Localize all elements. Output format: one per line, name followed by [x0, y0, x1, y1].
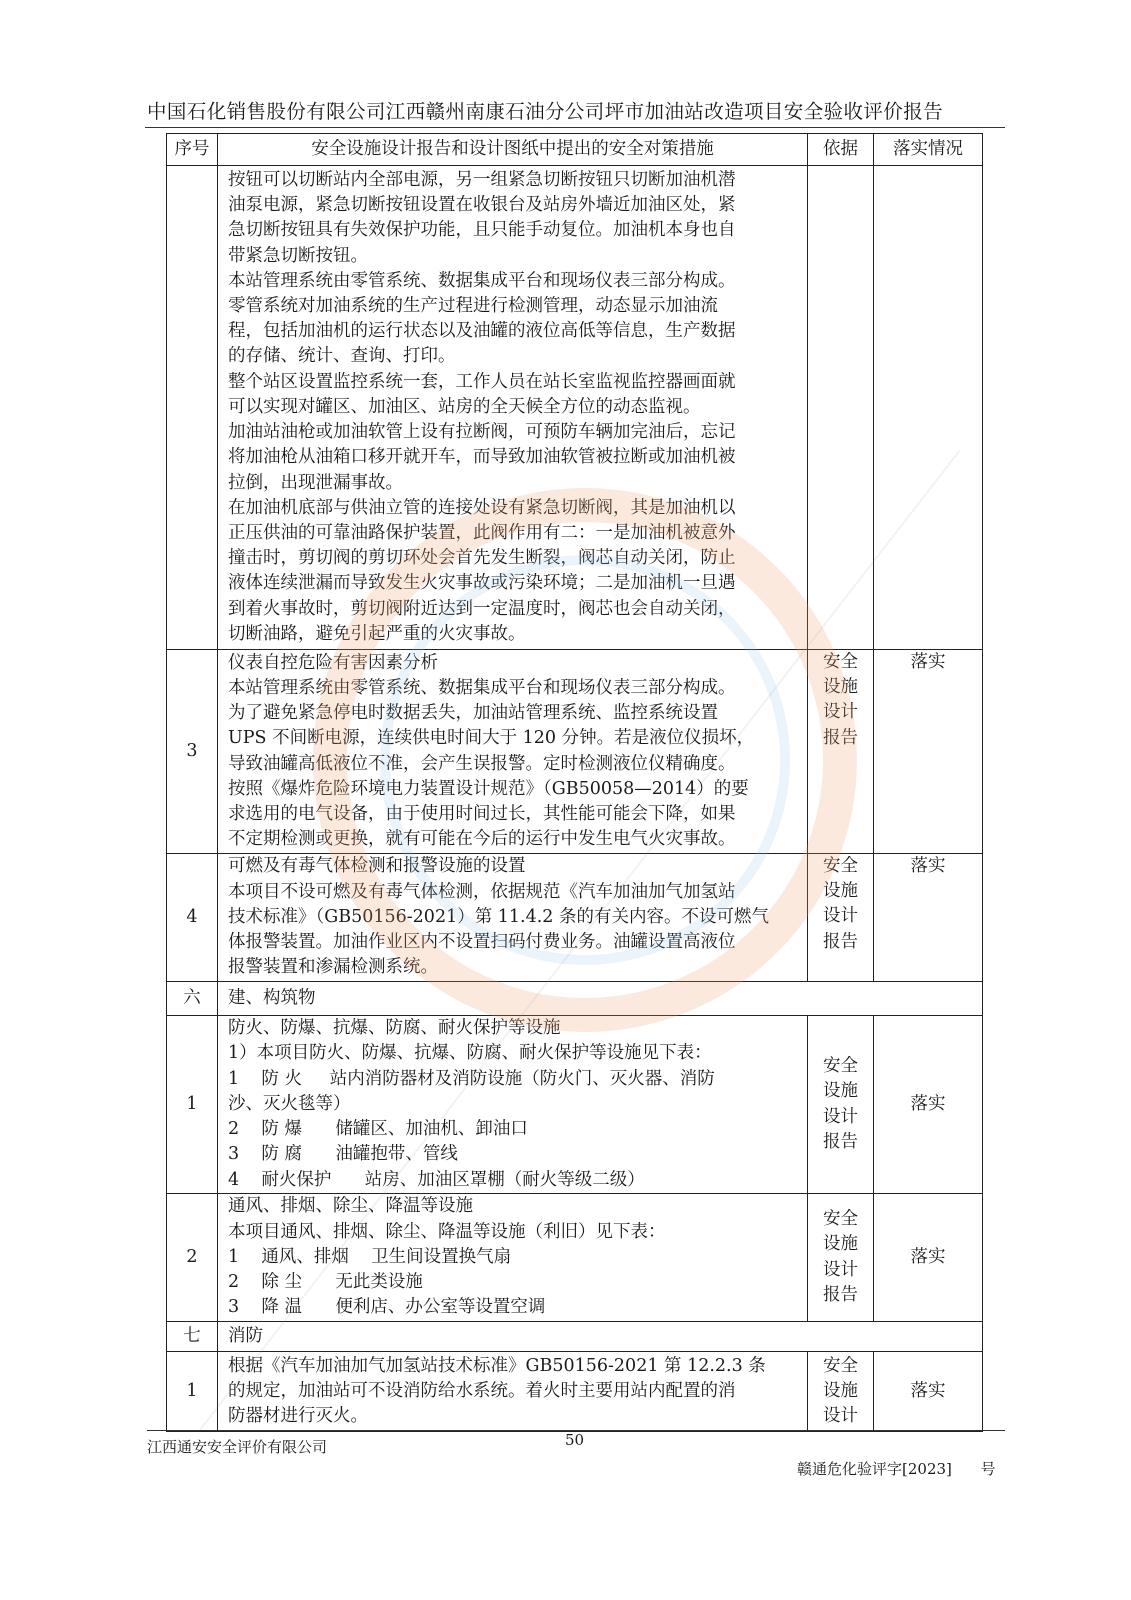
- basis-cell: [808, 166, 874, 650]
- basis-cell: [808, 1352, 874, 1432]
- text-line: 带紧急切断按钮。: [228, 245, 368, 266]
- row-number: [167, 166, 218, 650]
- text-line: 导致油罐高低液位不准，会产生误报警。定时检测液位仪精确度。: [228, 753, 736, 774]
- text-line: 急切断按钮具有失效保护功能，且只能手动复位。加油机本身也自: [228, 220, 736, 241]
- section-number: 六: [167, 982, 218, 1016]
- table-row: [167, 650, 983, 854]
- text-line: 本站管理系统由零管系统、数据集成平台和现场仪表三部分构成。: [228, 677, 736, 698]
- measure-text: [218, 166, 808, 650]
- row-number: 1: [167, 1352, 218, 1432]
- table-header-row: [167, 134, 983, 166]
- text-line: 报警装置和渗漏检测系统。: [228, 957, 438, 978]
- table-row: [167, 166, 983, 650]
- measure-text: [218, 1194, 808, 1322]
- col-header-no: 序号: [167, 134, 218, 166]
- text-line: 零管系统对加油系统的生产过程进行检测管理，动态显示加油流: [228, 296, 718, 317]
- section-row: [167, 982, 983, 1016]
- col-header-basis: 依据: [808, 134, 874, 166]
- text-line: 的存储、统计、查询、打印。: [228, 346, 456, 367]
- text-line: 拉倒，出现泄漏事故。: [228, 472, 403, 493]
- text-line: 可燃及有毒气体检测和报警设施的设置: [228, 856, 526, 877]
- text-line: 到着火事故时，剪切阀附近达到一定温度时，阀芯也会自动关闭，: [228, 598, 736, 619]
- text-line: 程，包括加油机的运行状态以及油罐的液位高低等信息，生产数据: [228, 321, 736, 342]
- basis-text: 安全设施设计报告: [823, 1209, 858, 1305]
- text-line: 为了避免紧急停电时数据丢失，加油站管理系统、监控系统设置: [228, 703, 718, 724]
- table-row: [167, 854, 983, 982]
- row-number: 4: [167, 854, 218, 982]
- text-line: 撞击时，剪切阀的剪切环处会首先发生断裂，阀芯自动关闭，防止: [228, 548, 736, 569]
- text-line: 切断油路，避免引起严重的火灾事故。: [228, 623, 526, 644]
- text-line: 求选用的电气设备，由于使用时间过长，其性能可能会下降，如果: [228, 803, 736, 824]
- row-number: 3: [167, 650, 218, 854]
- text-line: 通风、排烟、除尘、降温等设施: [228, 1196, 473, 1217]
- col-header-measures: 安全设施设计报告和设计图纸中提出的安全对策措施: [218, 134, 808, 166]
- status-cell: 落实: [874, 650, 983, 854]
- status-cell: [874, 166, 983, 650]
- section-number: 七: [167, 1322, 218, 1352]
- text-line: 将加油枪从油箱口移开就开车，而导致加油软管被拉断或加油机被: [228, 447, 736, 468]
- page-number: 50: [565, 1431, 585, 1449]
- text-line: 整个站区设置监控系统一套，工作人员在站长室监视监控器画面就: [228, 371, 736, 392]
- row-number: 1: [167, 1016, 218, 1194]
- col-header-status: 落实情况: [874, 134, 983, 166]
- basis-cell: [808, 1016, 874, 1194]
- section-title: 消防: [218, 1322, 983, 1352]
- text-line: 仪表自控危险有害因素分析: [228, 652, 438, 673]
- status-cell: 落实: [874, 1352, 983, 1432]
- text-line: 的规定，加油站可不设消防给水系统。着火时主要用站内配置的消: [228, 1380, 736, 1401]
- text-line: 沙、灭火毯等）: [228, 1093, 351, 1114]
- measure-text: [218, 650, 808, 854]
- text-line: 3 降 温 便利店、办公室等设置空调: [228, 1297, 546, 1318]
- basis-text: 安全设施设计报告: [823, 1056, 858, 1152]
- basis-cell: [808, 650, 874, 854]
- measure-text: [218, 1352, 808, 1432]
- status-cell: 落实: [874, 854, 983, 982]
- text-line: 1 防 火 站内消防器材及消防设施（防火门、灭火器、消防: [228, 1068, 715, 1089]
- page-header-title: 中国石化销售股份有限公司江西赣州南康石油分公司坪市加油站改造项目安全验收评价报告: [147, 100, 944, 123]
- status-cell: 落实: [874, 1194, 983, 1322]
- text-line: 按照《爆炸危险环境电力装置设计规范》（GB50058—2014）的要: [228, 778, 749, 799]
- text-line: 油泵电源，紧急切断按钮设置在收银台及站房外墙近加油区处，紧: [228, 195, 736, 216]
- basis-text: 安全设施设计报告: [823, 652, 858, 748]
- text-line: 可以实现对罐区、加油区、站房的全天候全方位的动态监视。: [228, 396, 701, 417]
- text-line: 3 防 腐 油罐抱带、管线: [228, 1144, 458, 1165]
- text-line: 本站管理系统由零管系统、数据集成平台和现场仪表三部分构成。: [228, 270, 736, 291]
- text-line: 防火、防爆、抗爆、防腐、耐火保护等设施: [228, 1018, 561, 1039]
- text-line: 防器材进行灭火。: [228, 1406, 368, 1427]
- text-line: UPS 不间断电源，连续供电时间大于 120 分钟。若是液位仪损坏，: [228, 728, 755, 749]
- status-cell: 落实: [874, 1016, 983, 1194]
- text-line: 2 除 尘 无此类设施: [228, 1272, 423, 1293]
- text-line: 技术标准》（GB50156-2021）第 11.4.2 条的有关内容。不设可燃气: [228, 906, 769, 927]
- basis-text: 安全设施设计报告: [823, 856, 858, 952]
- text-line: 本项目不设可燃及有毒气体检测，依据规范《汽车加油加气加氢站: [228, 881, 736, 902]
- row-number: 2: [167, 1194, 218, 1322]
- text-line: 本项目通风、排烟、除尘、降温等设施（利旧）见下表：: [228, 1221, 666, 1242]
- basis-text: 安全设施设计: [823, 1355, 858, 1427]
- safety-measures-table: [166, 133, 983, 1432]
- text-line: 液体连续泄漏而导致发生火灾事故或污染环境；二是加油机一旦遇: [228, 573, 736, 594]
- table-row: [167, 1016, 983, 1194]
- footer-company: 江西通安安全评价有限公司: [147, 1438, 328, 1456]
- header-rule: [145, 127, 1005, 128]
- table-row: [167, 1194, 983, 1322]
- text-line: 按钮可以切断站内全部电源，另一组紧急切断按钮只切断加油机潜: [228, 170, 736, 191]
- text-line: 体报警装置。加油作业区内不设置扫码付费业务。油罐设置高液位: [228, 932, 736, 953]
- section-title: 建、构筑物: [218, 982, 983, 1016]
- measure-text: [218, 854, 808, 982]
- basis-cell: [808, 1194, 874, 1322]
- measure-text: [218, 1016, 808, 1194]
- text-line: 在加油机底部与供油立管的连接处设有紧急切断阀，其是加油机以: [228, 497, 736, 518]
- basis-cell: [808, 854, 874, 982]
- text-line: 1 通风、排烟 卫生间设置换气扇: [228, 1246, 512, 1267]
- table-row: [167, 1352, 983, 1432]
- text-line: 不定期检测或更换，就有可能在今后的运行中发生电气火灾事故。: [228, 829, 736, 850]
- text-line: 2 防 爆 储罐区、加油机、卸油口: [228, 1119, 528, 1140]
- text-line: 4 耐火保护 站房、加油区罩棚（耐火等级二级）: [228, 1169, 645, 1190]
- section-row: [167, 1322, 983, 1352]
- text-line: 根据《汽车加油加气加氢站技术标准》GB50156-2021 第 12.2.3 条: [228, 1355, 766, 1376]
- document-number: 赣通危化验评字[2023] 号: [797, 1460, 996, 1478]
- text-line: 1）本项目防火、防爆、抗爆、防腐、耐火保护等设施见下表：: [228, 1043, 712, 1064]
- text-line: 加油站油枪或加油软管上设有拉断阀，可预防车辆加完油后，忘记: [228, 422, 736, 443]
- text-line: 正压供油的可靠油路保护装置，此阀作用有二：一是加油机被意外: [228, 522, 736, 543]
